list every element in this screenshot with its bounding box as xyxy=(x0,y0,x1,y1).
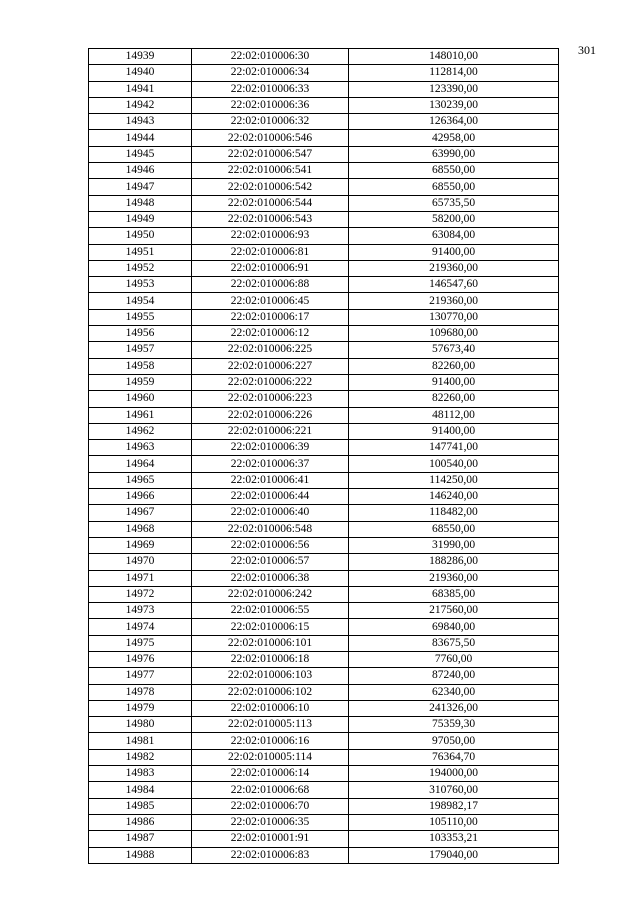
cadastral-number-cell: 22:02:010006:44 xyxy=(192,489,349,505)
value-cell: 68550,00 xyxy=(349,179,559,195)
table-row xyxy=(89,603,559,619)
cadastral-number-cell: 22:02:010006:18 xyxy=(192,651,349,667)
row-number-cell: 14969 xyxy=(89,537,192,553)
table-row xyxy=(89,537,559,553)
page-number: 301 xyxy=(578,43,596,57)
row-number-cell: 14984 xyxy=(89,782,192,798)
cadastral-number-cell: 22:02:010006:542 xyxy=(192,179,349,195)
value-cell: 48112,00 xyxy=(349,407,559,423)
value-cell: 217560,00 xyxy=(349,603,559,619)
row-number-cell: 14974 xyxy=(89,619,192,635)
value-cell: 219360,00 xyxy=(349,293,559,309)
value-cell: 58200,00 xyxy=(349,211,559,227)
cadastral-number-cell: 22:02:010006:30 xyxy=(192,49,349,65)
row-number-cell: 14970 xyxy=(89,554,192,570)
value-cell: 105110,00 xyxy=(349,814,559,830)
cadastral-number-cell: 22:02:010006:32 xyxy=(192,114,349,130)
row-number-cell: 14951 xyxy=(89,244,192,260)
row-number-cell: 14971 xyxy=(89,570,192,586)
row-number-cell: 14953 xyxy=(89,277,192,293)
value-cell: 57673,40 xyxy=(349,342,559,358)
table-row xyxy=(89,423,559,439)
cadastral-number-cell: 22:02:010006:34 xyxy=(192,65,349,81)
value-cell: 130239,00 xyxy=(349,97,559,113)
table-row xyxy=(89,342,559,358)
row-number-cell: 14958 xyxy=(89,358,192,374)
table-row xyxy=(89,586,559,602)
value-cell: 63990,00 xyxy=(349,146,559,162)
value-cell: 62340,00 xyxy=(349,684,559,700)
table-row xyxy=(89,97,559,113)
table-row xyxy=(89,668,559,684)
row-number-cell: 14945 xyxy=(89,146,192,162)
row-number-cell: 14976 xyxy=(89,651,192,667)
row-number-cell: 14977 xyxy=(89,668,192,684)
cadastral-number-cell: 22:02:010006:102 xyxy=(192,684,349,700)
cadastral-number-cell: 22:02:010006:101 xyxy=(192,635,349,651)
value-cell: 65735,50 xyxy=(349,195,559,211)
value-cell: 63084,00 xyxy=(349,228,559,244)
table-row xyxy=(89,554,559,570)
table-row xyxy=(89,114,559,130)
table-row xyxy=(89,749,559,765)
table-row xyxy=(89,456,559,472)
cadastral-number-cell: 22:02:010006:548 xyxy=(192,521,349,537)
row-number-cell: 14982 xyxy=(89,749,192,765)
cadastral-number-cell: 22:02:010006:221 xyxy=(192,423,349,439)
table-row xyxy=(89,651,559,667)
cadastral-number-cell: 22:02:010006:17 xyxy=(192,309,349,325)
value-cell: 87240,00 xyxy=(349,668,559,684)
table-row xyxy=(89,277,559,293)
table-row xyxy=(89,163,559,179)
table-row xyxy=(89,391,559,407)
value-cell: 241326,00 xyxy=(349,700,559,716)
value-cell: 198982,17 xyxy=(349,798,559,814)
row-number-cell: 14939 xyxy=(89,49,192,65)
value-cell: 114250,00 xyxy=(349,472,559,488)
cadastral-number-cell: 22:02:010006:543 xyxy=(192,211,349,227)
row-number-cell: 14973 xyxy=(89,603,192,619)
table-row xyxy=(89,195,559,211)
row-number-cell: 14960 xyxy=(89,391,192,407)
value-cell: 68550,00 xyxy=(349,163,559,179)
table-row xyxy=(89,49,559,65)
row-number-cell: 14978 xyxy=(89,684,192,700)
row-number-cell: 14946 xyxy=(89,163,192,179)
value-cell: 68385,00 xyxy=(349,586,559,602)
value-cell: 91400,00 xyxy=(349,423,559,439)
table-row xyxy=(89,717,559,733)
table-row xyxy=(89,211,559,227)
value-cell: 76364,70 xyxy=(349,749,559,765)
row-number-cell: 14957 xyxy=(89,342,192,358)
row-number-cell: 14967 xyxy=(89,505,192,521)
cadastral-number-cell: 22:02:010001:91 xyxy=(192,831,349,847)
cadastral-number-cell: 22:02:010006:10 xyxy=(192,700,349,716)
cadastral-number-cell: 22:02:010006:103 xyxy=(192,668,349,684)
table-row xyxy=(89,244,559,260)
value-cell: 147741,00 xyxy=(349,440,559,456)
cadastral-number-cell: 22:02:010006:36 xyxy=(192,97,349,113)
table-row xyxy=(89,130,559,146)
value-cell: 69840,00 xyxy=(349,619,559,635)
cadastral-number-cell: 22:02:010006:45 xyxy=(192,293,349,309)
row-number-cell: 14965 xyxy=(89,472,192,488)
value-cell: 112814,00 xyxy=(349,65,559,81)
value-cell: 91400,00 xyxy=(349,244,559,260)
value-cell: 31990,00 xyxy=(349,537,559,553)
table-row xyxy=(89,472,559,488)
cadastral-number-cell: 22:02:010006:223 xyxy=(192,391,349,407)
cadastral-number-cell: 22:02:010006:15 xyxy=(192,619,349,635)
row-number-cell: 14962 xyxy=(89,423,192,439)
cadastral-value-table xyxy=(88,48,559,864)
row-number-cell: 14954 xyxy=(89,293,192,309)
value-cell: 83675,50 xyxy=(349,635,559,651)
row-number-cell: 14944 xyxy=(89,130,192,146)
value-cell: 103353,21 xyxy=(349,831,559,847)
row-number-cell: 14987 xyxy=(89,831,192,847)
table-row xyxy=(89,326,559,342)
cadastral-number-cell: 22:02:010006:39 xyxy=(192,440,349,456)
cadastral-number-cell: 22:02:010006:222 xyxy=(192,374,349,390)
row-number-cell: 14985 xyxy=(89,798,192,814)
row-number-cell: 14955 xyxy=(89,309,192,325)
row-number-cell: 14979 xyxy=(89,700,192,716)
cadastral-number-cell: 22:02:010006:16 xyxy=(192,733,349,749)
row-number-cell: 14963 xyxy=(89,440,192,456)
row-number-cell: 14950 xyxy=(89,228,192,244)
value-cell: 42958,00 xyxy=(349,130,559,146)
row-number-cell: 14940 xyxy=(89,65,192,81)
value-cell: 188286,00 xyxy=(349,554,559,570)
table-row xyxy=(89,847,559,863)
value-cell: 91400,00 xyxy=(349,374,559,390)
value-cell: 82260,00 xyxy=(349,358,559,374)
cadastral-number-cell: 22:02:010006:14 xyxy=(192,766,349,782)
table-row xyxy=(89,635,559,651)
cadastral-number-cell: 22:02:010005:113 xyxy=(192,717,349,733)
table-row xyxy=(89,228,559,244)
row-number-cell: 14968 xyxy=(89,521,192,537)
row-number-cell: 14961 xyxy=(89,407,192,423)
cadastral-number-cell: 22:02:010006:12 xyxy=(192,326,349,342)
value-cell: 310760,00 xyxy=(349,782,559,798)
cadastral-number-cell: 22:02:010005:114 xyxy=(192,749,349,765)
row-number-cell: 14981 xyxy=(89,733,192,749)
cadastral-number-cell: 22:02:010006:37 xyxy=(192,456,349,472)
cadastral-number-cell: 22:02:010006:544 xyxy=(192,195,349,211)
cadastral-number-cell: 22:02:010006:226 xyxy=(192,407,349,423)
table-row xyxy=(89,81,559,97)
table-row xyxy=(89,309,559,325)
row-number-cell: 14943 xyxy=(89,114,192,130)
cadastral-number-cell: 22:02:010006:227 xyxy=(192,358,349,374)
row-number-cell: 14988 xyxy=(89,847,192,863)
table-row xyxy=(89,733,559,749)
cadastral-number-cell: 22:02:010006:91 xyxy=(192,260,349,276)
cadastral-number-cell: 22:02:010006:225 xyxy=(192,342,349,358)
table-row xyxy=(89,505,559,521)
cadastral-number-cell: 22:02:010006:35 xyxy=(192,814,349,830)
table-row xyxy=(89,782,559,798)
table-row xyxy=(89,521,559,537)
cadastral-number-cell: 22:02:010006:40 xyxy=(192,505,349,521)
table-row xyxy=(89,440,559,456)
value-cell: 146547,60 xyxy=(349,277,559,293)
value-cell: 130770,00 xyxy=(349,309,559,325)
value-cell: 148010,00 xyxy=(349,49,559,65)
cadastral-number-cell: 22:02:010006:38 xyxy=(192,570,349,586)
table-row xyxy=(89,700,559,716)
table-row xyxy=(89,146,559,162)
table-row xyxy=(89,358,559,374)
table-row xyxy=(89,798,559,814)
row-number-cell: 14975 xyxy=(89,635,192,651)
row-number-cell: 14952 xyxy=(89,260,192,276)
cadastral-number-cell: 22:02:010006:57 xyxy=(192,554,349,570)
cadastral-number-cell: 22:02:010006:81 xyxy=(192,244,349,260)
table-row xyxy=(89,374,559,390)
row-number-cell: 14986 xyxy=(89,814,192,830)
row-number-cell: 14949 xyxy=(89,211,192,227)
cadastral-number-cell: 22:02:010006:88 xyxy=(192,277,349,293)
cadastral-number-cell: 22:02:010006:70 xyxy=(192,798,349,814)
table-row xyxy=(89,766,559,782)
value-cell: 146240,00 xyxy=(349,489,559,505)
cadastral-number-cell: 22:02:010006:68 xyxy=(192,782,349,798)
value-cell: 68550,00 xyxy=(349,521,559,537)
table-row xyxy=(89,814,559,830)
cadastral-number-cell: 22:02:010006:546 xyxy=(192,130,349,146)
row-number-cell: 14983 xyxy=(89,766,192,782)
cadastral-number-cell: 22:02:010006:242 xyxy=(192,586,349,602)
table-row xyxy=(89,179,559,195)
cadastral-number-cell: 22:02:010006:41 xyxy=(192,472,349,488)
table-row xyxy=(89,489,559,505)
table-row xyxy=(89,619,559,635)
row-number-cell: 14947 xyxy=(89,179,192,195)
value-cell: 118482,00 xyxy=(349,505,559,521)
row-number-cell: 14966 xyxy=(89,489,192,505)
cadastral-number-cell: 22:02:010006:55 xyxy=(192,603,349,619)
table-row xyxy=(89,260,559,276)
value-cell: 194000,00 xyxy=(349,766,559,782)
cadastral-number-cell: 22:02:010006:83 xyxy=(192,847,349,863)
value-cell: 126364,00 xyxy=(349,114,559,130)
table-row xyxy=(89,570,559,586)
table-row xyxy=(89,293,559,309)
value-cell: 75359,30 xyxy=(349,717,559,733)
cadastral-number-cell: 22:02:010006:93 xyxy=(192,228,349,244)
value-cell: 7760,00 xyxy=(349,651,559,667)
row-number-cell: 14941 xyxy=(89,81,192,97)
row-number-cell: 14980 xyxy=(89,717,192,733)
value-cell: 219360,00 xyxy=(349,570,559,586)
value-cell: 82260,00 xyxy=(349,391,559,407)
cadastral-number-cell: 22:02:010006:547 xyxy=(192,146,349,162)
value-cell: 109680,00 xyxy=(349,326,559,342)
value-cell: 179040,00 xyxy=(349,847,559,863)
value-cell: 97050,00 xyxy=(349,733,559,749)
value-cell: 219360,00 xyxy=(349,260,559,276)
cadastral-number-cell: 22:02:010006:56 xyxy=(192,537,349,553)
row-number-cell: 14959 xyxy=(89,374,192,390)
row-number-cell: 14956 xyxy=(89,326,192,342)
row-number-cell: 14948 xyxy=(89,195,192,211)
table-row xyxy=(89,65,559,81)
value-cell: 123390,00 xyxy=(349,81,559,97)
cadastral-number-cell: 22:02:010006:541 xyxy=(192,163,349,179)
row-number-cell: 14964 xyxy=(89,456,192,472)
row-number-cell: 14972 xyxy=(89,586,192,602)
table-row xyxy=(89,831,559,847)
table-row xyxy=(89,407,559,423)
value-cell: 100540,00 xyxy=(349,456,559,472)
cadastral-number-cell: 22:02:010006:33 xyxy=(192,81,349,97)
table-row xyxy=(89,684,559,700)
row-number-cell: 14942 xyxy=(89,97,192,113)
